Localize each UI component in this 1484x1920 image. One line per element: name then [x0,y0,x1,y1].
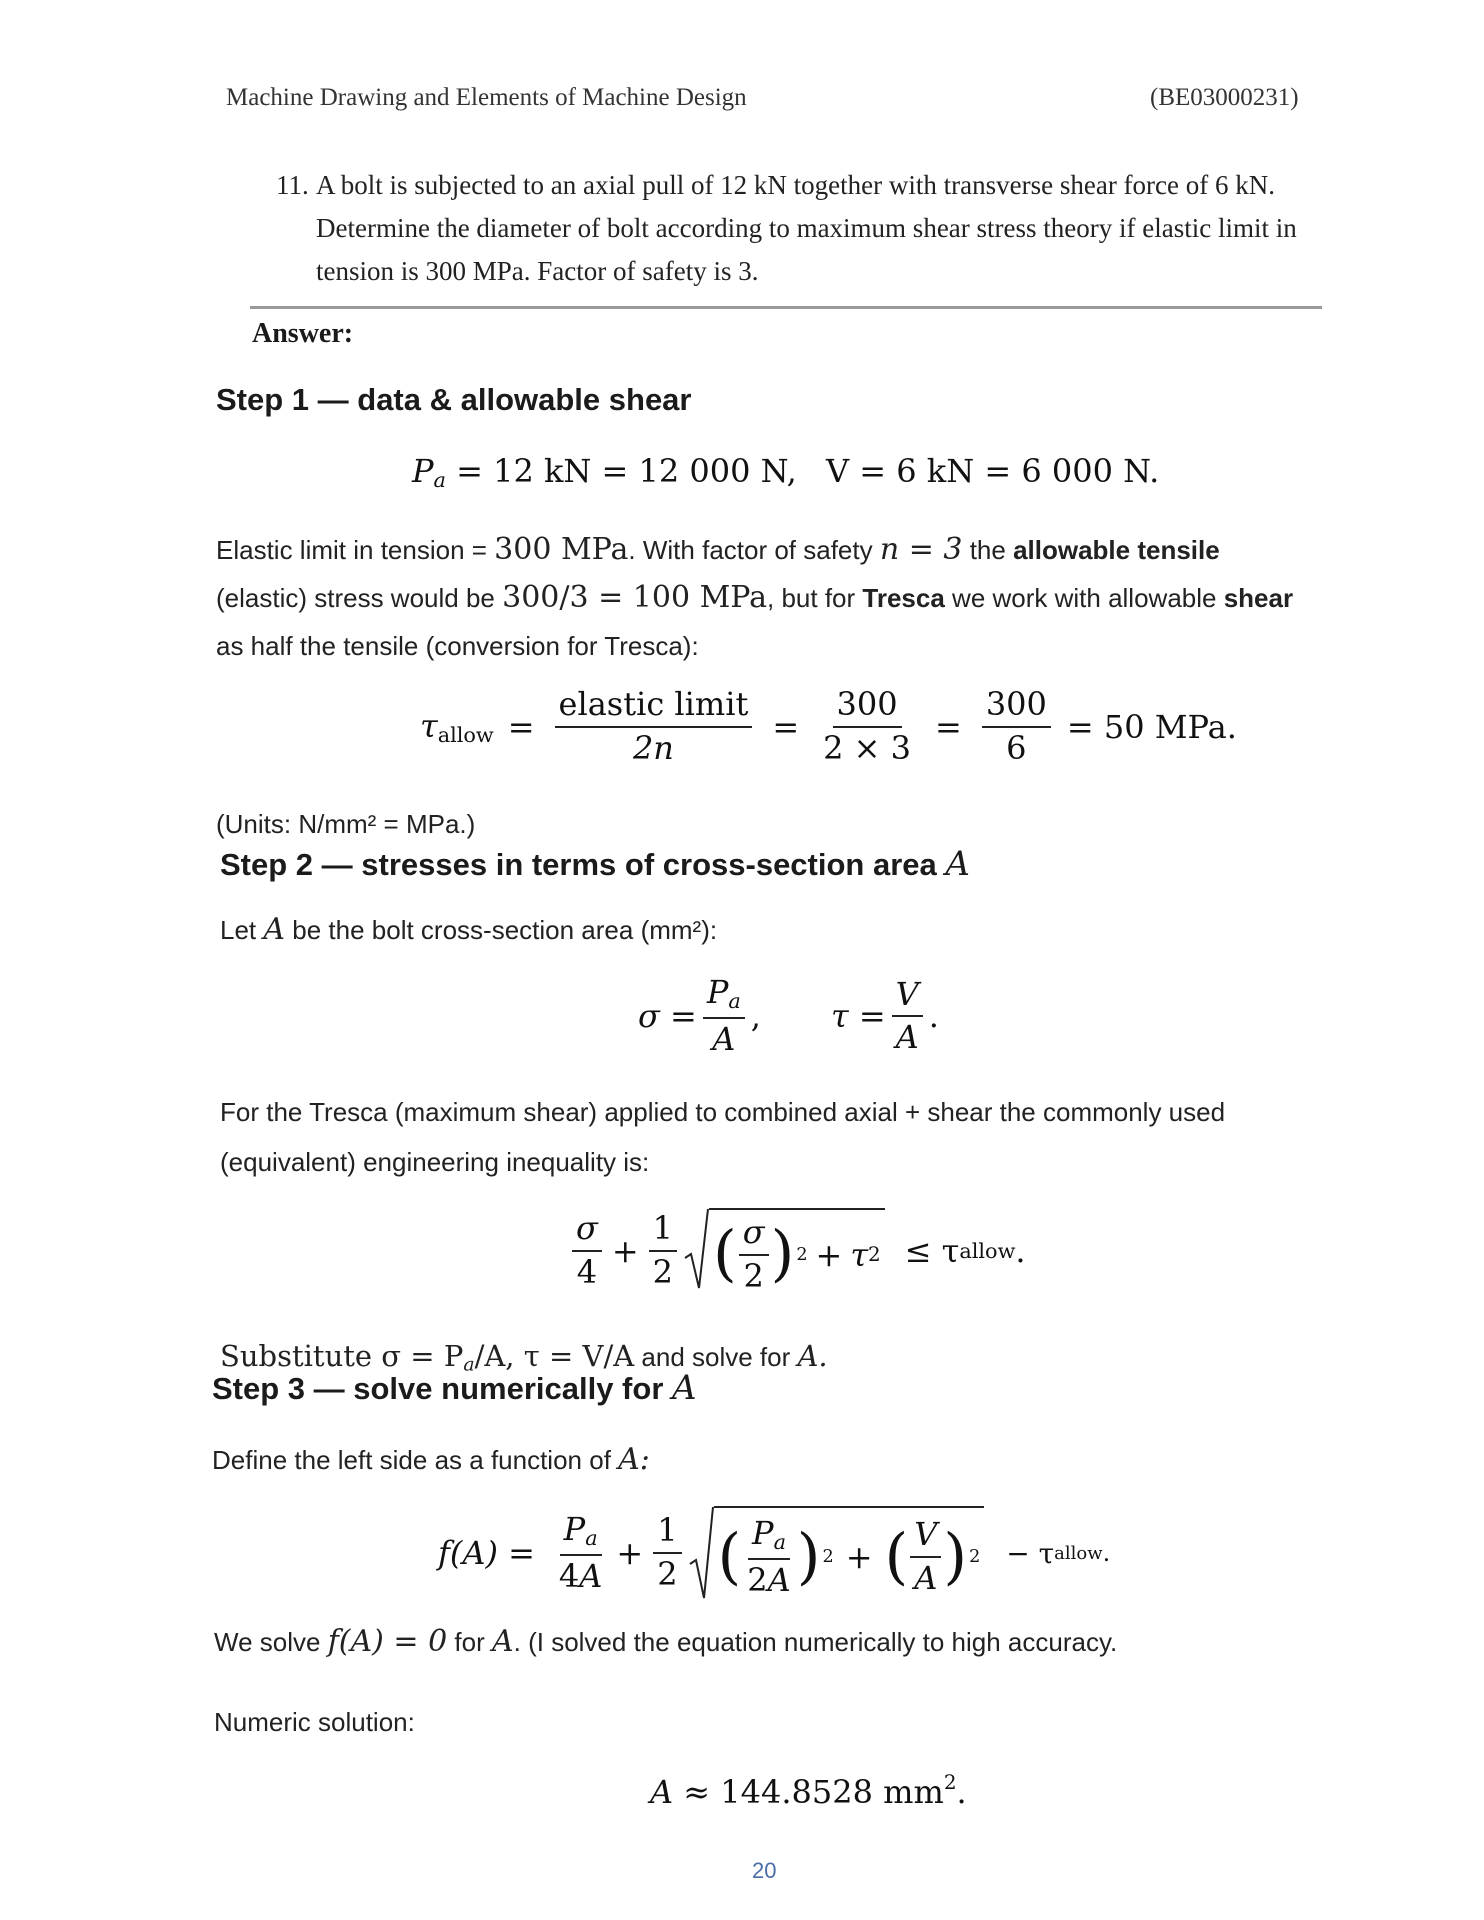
step1-allowable-equation [420,685,1237,767]
math-run: 300/3 = 100 MPa [502,580,768,615]
text-run: the [962,535,1014,565]
fraction-pa-over-4a: $\frac{P_a}{4A}$ [558,1509,603,1595]
math-run: /A, τ = V/A [474,1339,635,1373]
tau-allow [420,707,494,747]
fraction-numerator: V [895,974,919,1013]
step2-paragraph-line-2: (equivalent) engineering inequality is: [220,1147,650,1177]
minus-tau: − τ [1006,1536,1055,1570]
text-run: be the bolt cross-section area (mm²): [285,915,718,945]
fraction-sigma-over-4: $\frac{\sigma}{4}$ [572,1212,602,1289]
tau-subscript: allow [437,722,494,747]
tresca-inequality: $\frac{\sigma}{4}$ + $\frac{1}{2}$ ( $\frac{\sigma}{2}$ ) 2 + τ 2 ≤ τ allow . [566,1208,1026,1293]
solve-line [214,1618,1117,1666]
inequality-subscript: allow [959,1238,1016,1263]
heading-variable: A [945,844,970,884]
text-run: Elastic limit in tension = [216,535,495,565]
question-line-3: tension is 300 MPa. Factor of safety is 3. [316,256,759,286]
radical-sign [688,1506,714,1600]
fraction-numerator: $P_a$ [706,973,741,1014]
text-run: , but for [767,583,863,613]
tau-symbol: τ [420,706,438,745]
heading-variable: A [672,1368,697,1408]
square-root: ( $\frac{P_a}{2A}$ ) 2 + ( $\frac{V}{A}$ ) 2 [688,1506,985,1600]
radical-sign [683,1208,709,1290]
result-variable: A [650,1773,674,1811]
question-line-2: Determine the diameter of bolt according to maximum shear stress theory if elastic limit in [316,213,1297,243]
equals: = [507,707,535,746]
allowable-result: = 50 MPa. [1066,707,1237,746]
header-code: (BE03000231) [1150,84,1299,111]
comma: , [750,997,761,1036]
text-run: for [447,1627,492,1657]
numeric-solution-label: Numeric solution: [214,1707,415,1737]
fraction-numerator: 300 [982,688,1051,728]
fraction-denominator: A [895,1018,919,1057]
step1-eq-v: V = 6 kN = 6 000 N. [826,452,1160,490]
step1-heading: Step 1 — data & allowable shear [216,382,692,417]
units-note: (Units: N/mm² = MPa.) [216,809,476,839]
pa-subscript: a [433,468,446,493]
fraction-300-over-2x3 [819,685,915,767]
step1-paragraph-line-3: as half the tensile (conversion for Tresca): [216,631,699,661]
step3-intro [212,1436,650,1484]
question-number: 11. [276,170,309,200]
step1-paragraph-line-1 [216,526,1220,574]
text-run: We solve [214,1627,328,1657]
result-exponent: 2 [943,1770,957,1794]
equals: = [772,707,800,746]
fraction-300-over-6 [982,685,1051,767]
math-run: n = 3 [879,532,963,567]
fraction-numerator: elastic limit [555,688,753,728]
fraction-denominator: 6 [1006,728,1027,767]
fraction-v-over-a [892,974,923,1057]
bold-run: shear [1223,583,1294,613]
inequality-rhs: ≤ τ [904,1231,960,1270]
period: . [928,997,939,1036]
text-run: . With factor of safety [628,535,880,565]
result-value: ≈ 144.8528 mm [683,1773,944,1811]
question-line-1: A bolt is subjected to an axial pull of 12 kN together with transverse shear force of 6 kN. [316,170,1276,200]
step3-heading [212,1368,697,1408]
math-run: Substitute σ = P [220,1339,464,1373]
math-run: A. [797,1339,828,1373]
page-number: 20 [752,1858,777,1883]
heading-text: Step 2 — stresses in terms of cross-section area [220,847,946,882]
step1-eq-pa [412,452,797,492]
equals: = [935,707,962,746]
text-run: and solve for [634,1342,798,1372]
math-run: A [491,1624,514,1659]
step2-intro [220,906,717,954]
bold-run: allowable tensile [1013,535,1220,565]
divider [250,306,1322,309]
text-run: Define the left side as a function of [212,1445,619,1475]
step2-heading [220,844,970,884]
minus-subscript: allow [1054,1542,1103,1564]
pa-symbol: P [412,452,434,490]
result-period: . [956,1773,967,1811]
function-definition: f(A) = $\frac{P_a}{4A}$ + $\frac{1}{2}$ ( $\frac{P_a}{2A}$ ) 2 + ( $\frac{V}{A}$ ) 2 − τ allow . [438,1506,1110,1600]
math-run: A: [618,1442,650,1477]
heading-text: Step 3 — solve numerically for [212,1371,672,1406]
fraction-one-half: $\frac{1}{2}$ [653,1514,681,1591]
pa-value: = 12 kN = 12 000 N, [445,452,797,490]
step2-paragraph-line-1: For the Tresca (maximum shear) applied to combined axial + shear the commonly used [220,1097,1226,1127]
text-run: we work with allowable [944,583,1224,613]
square-root: ( $\frac{\sigma}{2}$ ) 2 + τ 2 [683,1208,885,1293]
text-run: . (I solved the equation numerically to high accuracy. [513,1627,1118,1657]
math-run: A [263,912,286,947]
answer-label: Answer: [252,318,354,349]
fa-lhs: f(A) = [438,1534,535,1572]
math-run: f(A) = 0 [327,1624,448,1659]
step2-stress-equations [638,973,939,1059]
fraction-one-half: $\frac{1}{2}$ [649,1212,677,1289]
math-run: 300 MPa [494,532,629,567]
bold-run: Tresca [862,583,945,613]
numeric-result [650,1770,967,1811]
text-run: (elastic) stress would be [216,583,503,613]
step1-paragraph-line-2 [216,574,1293,622]
substitute-line: Substitute $\sigma = P_a/A$, τ = V/A and solve for A. [220,1339,828,1376]
fraction-elastic-limit [555,685,753,767]
fraction-numerator: 300 [833,688,902,728]
fraction-denominator: 2n [632,728,674,767]
header-title: Machine Drawing and Elements of Machine Design [226,84,747,111]
sigma-lhs: σ = [638,997,697,1036]
fraction-denominator: A [712,1020,736,1059]
tau-lhs: τ = [830,997,886,1036]
fraction-denominator: 2 × 3 [823,728,911,767]
fraction-pa-over-a [703,973,745,1059]
text-run: Let [220,915,264,945]
